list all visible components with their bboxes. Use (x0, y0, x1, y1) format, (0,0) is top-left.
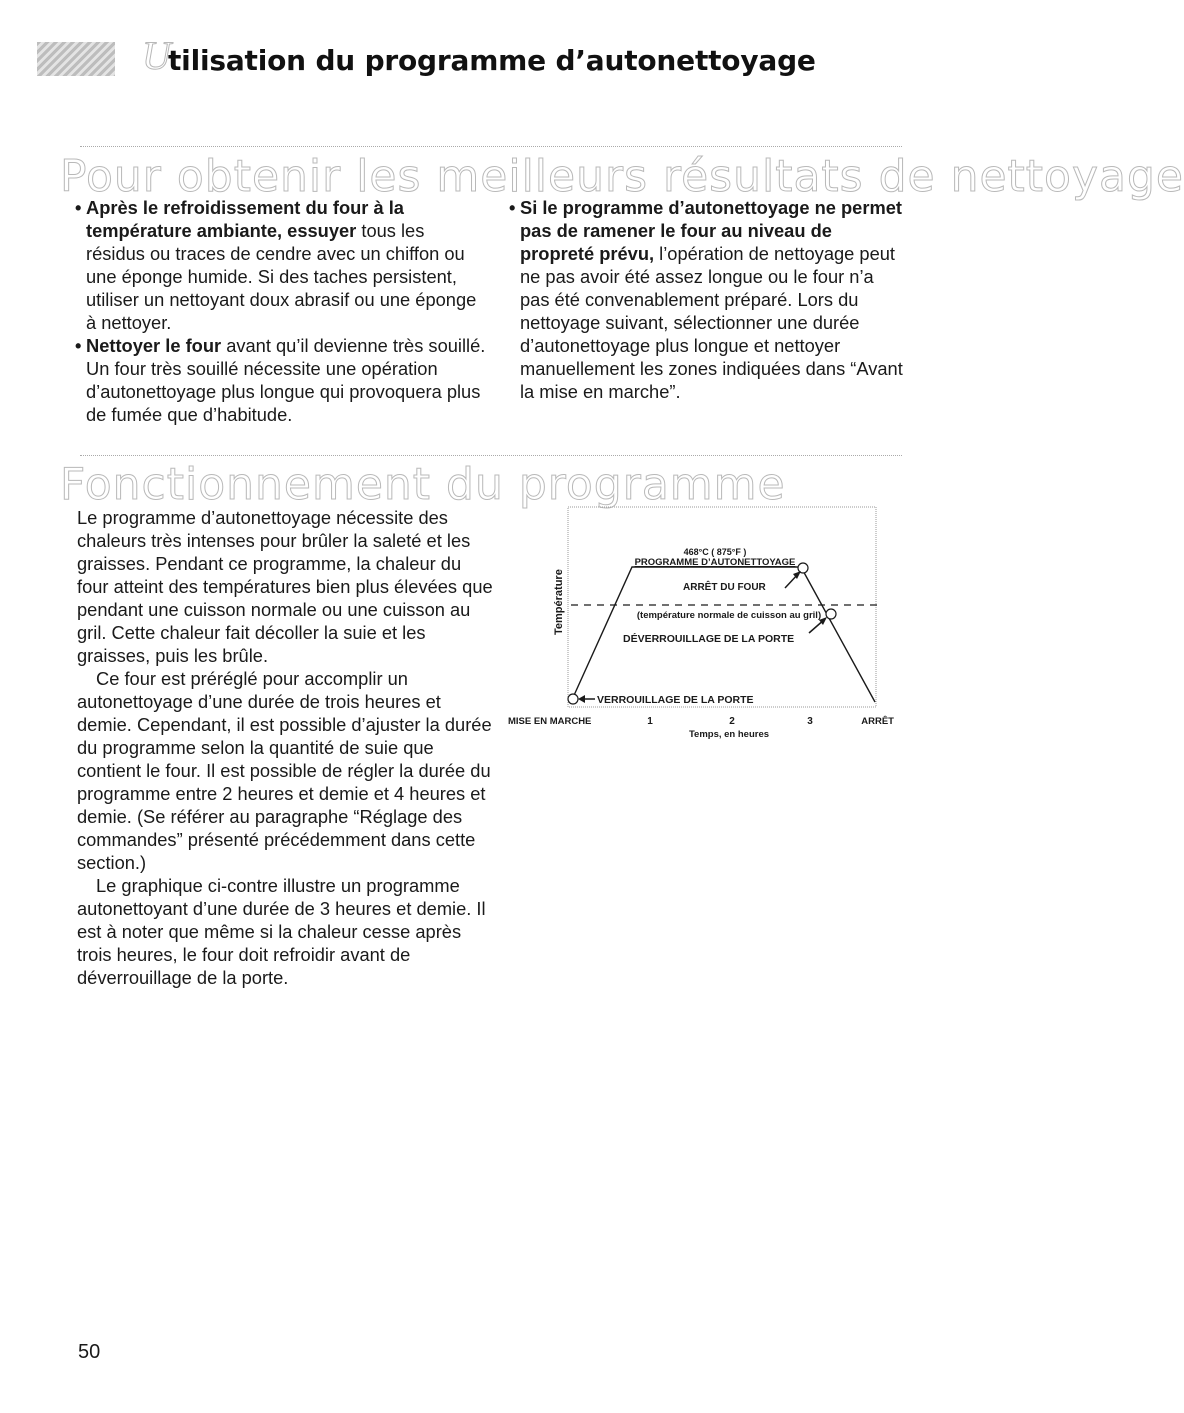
tip-text: avant qu’il devienne très souillé. Un four très souillé nécessite une opération d’autonettoyage plus longue qui provoquera plus de fumée que d’habitude. (86, 335, 486, 425)
peak-temp-label: 468°C ( 875°F ) (683, 547, 747, 557)
x-tick-2: 2 (729, 716, 735, 727)
section-heading-program-operation: Fonctionnement du programme (60, 459, 786, 510)
bullet-icon: • (75, 335, 82, 356)
page-title: tilisation du programme d’autonettoyage (168, 44, 816, 77)
tip-text: tous les résidus ou traces de cendre avec un chiffon ou une éponge humide. Si des taches persistent, utiliser un nettoyant doux abrasif ou une éponge à nettoyer. (86, 220, 477, 333)
tip-item (75, 334, 486, 426)
page-number: 50 (78, 1341, 101, 1363)
section-heading-best-results: Pour obtenir les meilleurs résultats de nettoyage (60, 151, 1184, 202)
tip-text: l’opération de nettoyage peut ne pas avoir été assez longue ou le four n’a pas été convenablement préparé. Lors du nettoyage suivant, sélectionner une durée d’autonettoyage plus longue et nettoyer manuellement les zones indiquées dans “Avant la mise en marche”. (520, 243, 903, 402)
bullet-icon: • (509, 197, 516, 218)
door-lock-marker (568, 694, 578, 704)
paragraph: Le programme d’autonettoyage nécessite des chaleurs très intenses pour brûler la saleté et les graisses. Pendant ce programme, la chaleur du four atteint des températures bien plus élevées que pendant une cuisson normale ou une cuisson au gril. Cette chaleur fait décoller la suie et les graisses, puis les brûle. (77, 507, 493, 666)
paragraph: Ce four est préréglé pour accomplir un autonettoyage d’une durée de trois heures et demie. Cependant, il est possible d’ajuster la durée du programme selon la quantité de suie que contient le four. Il est possible de régler la durée du programme entre 2 heures et demie et 4 heures et demie. (Se référer au paragraphe “Réglage des commandes” présenté précédemment dans cette section.) (77, 668, 492, 873)
y-axis-label: Température (553, 569, 565, 635)
tip-item (75, 196, 486, 334)
tip-lead: Si le programme d’autonettoyage ne permet pas de ramener le four au niveau de propreté prévu, (520, 197, 902, 264)
oven-off-marker (798, 563, 808, 573)
program-operation-text (77, 506, 497, 989)
normal-temp-label: (température normale de cuisson au gril) (636, 610, 822, 621)
section-divider (80, 455, 902, 456)
door-unlock-label: DÉVERROUILLAGE DE LA PORTE (623, 633, 795, 645)
tip-lead: Nettoyer le four (86, 335, 222, 356)
door-lock-label: VERROUILLAGE DE LA PORTE (597, 694, 754, 706)
x-tick-stop: ARRÊT (861, 716, 894, 727)
tip-lead: Après le refroidissement du four à la température ambiante, essuyer (86, 197, 404, 241)
best-results-right-column (509, 196, 905, 403)
self-clean-cycle-diagram (505, 505, 900, 745)
header-initial: U (142, 33, 171, 78)
paragraph: Le graphique ci-contre illustre un programme autonettoyant d’une durée de 3 heures et demie. Il est à noter que même si la chaleur cesse après trois heures, le four doit refroidir avant de déverrouillage de la porte. (77, 875, 486, 988)
x-tick-start: MISE EN MARCHE (508, 716, 592, 727)
x-tick-1: 1 (647, 716, 653, 727)
x-axis-label: Temps, en heures (688, 729, 770, 740)
bullet-icon: • (75, 197, 82, 218)
section-divider (80, 146, 902, 147)
x-tick-3: 3 (807, 716, 813, 727)
best-results-left-column (75, 196, 486, 426)
door-unlock-marker (826, 609, 836, 619)
oven-off-label: ARRÊT DU FOUR (683, 582, 766, 593)
peak-program-label: PROGRAMME D’AUTONETTOYAGE (634, 557, 796, 568)
header-decorative-icon (37, 42, 115, 76)
tip-item (509, 196, 905, 403)
